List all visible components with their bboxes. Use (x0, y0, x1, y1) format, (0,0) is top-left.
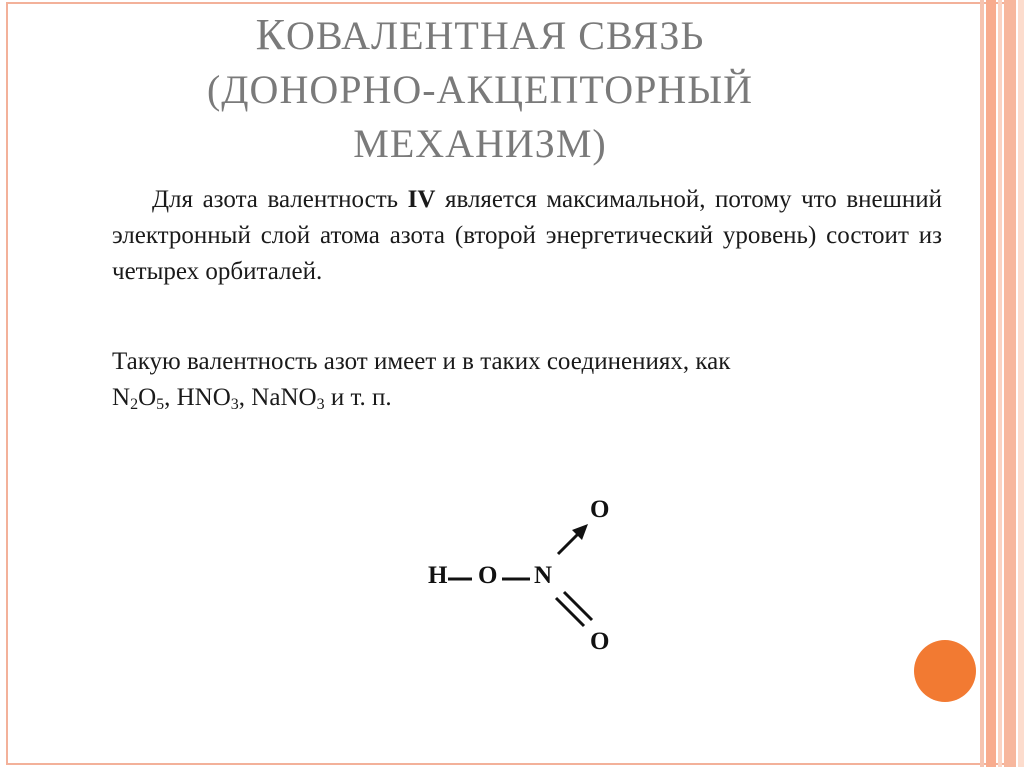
stripe (980, 0, 984, 767)
nitric-acid-structure (420, 488, 640, 668)
paragraph1-text-b: является максимальной, потому что внешний электронный слой атома азота (второй энергетический уровень) состоит из четырех орбиталей. (112, 186, 942, 285)
atom-n: N (534, 562, 553, 589)
formula-hno3: HNO (176, 384, 231, 411)
decorative-orange-circle (914, 640, 976, 702)
formula-n2o5-sub1: 2 (130, 396, 139, 413)
slide-title (120, 8, 840, 171)
title-line-3: МЕХАНИЗМ) (353, 121, 607, 166)
formula-n2o5-sub2: 5 (156, 396, 165, 413)
atom-o-left: O (478, 562, 498, 589)
paragraph1-bold: IV (407, 186, 436, 213)
separator: , (164, 384, 177, 411)
formula-tail: и т. п. (324, 384, 392, 411)
separator: , (238, 384, 252, 411)
paragraph2-text: Такую валентность азот имеет и в таких соединениях, как (112, 348, 731, 375)
title-line-1 (255, 10, 705, 59)
atom-o-top: O (590, 496, 610, 523)
paragraph-compounds (112, 344, 942, 416)
bond-n-o-double-2 (564, 592, 592, 620)
title-initial: К (255, 10, 287, 59)
paragraph1-text-a: Для азота валентность (152, 186, 408, 213)
bond-n-o-arrow (558, 532, 580, 554)
formula-list (112, 384, 392, 411)
stripe (986, 0, 996, 767)
formula-nano3-sub: 3 (316, 396, 325, 413)
formula-n2o5-o: O (138, 384, 157, 411)
stripe (1018, 0, 1024, 767)
atom-h: H (428, 562, 448, 589)
title-line-1-rest: ОВАЛЕНТНАЯ СВЯЗЬ (286, 13, 705, 58)
decorative-stripes (980, 0, 1024, 767)
formula-n2o5-n: N (112, 384, 131, 411)
formula-hno3-sub: 3 (230, 396, 239, 413)
formula-nano3: NaNO (251, 384, 317, 411)
paragraph-valence (112, 182, 942, 290)
bond-n-o-double-1 (556, 598, 584, 626)
stripe (1004, 0, 1016, 767)
title-line-2: (ДОНОРНО-АКЦЕПТОРНЫЙ (206, 67, 754, 112)
stripe (998, 0, 1002, 767)
atom-o-bottom: O (590, 628, 610, 655)
